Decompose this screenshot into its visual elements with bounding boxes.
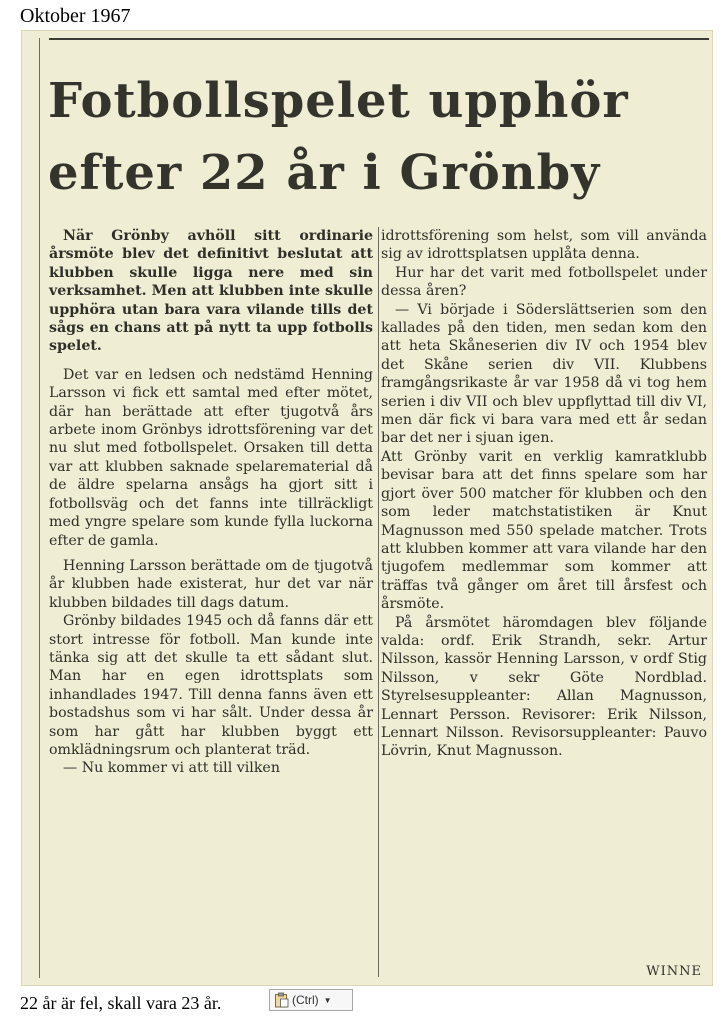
article-lead: När Grönby avhöll sitt ordinarie årsmöte blev det definitivt beslutat att klubben skulle ligga nere med sin verksamhet. Men att klubben inte skulle upphöra utan bara vara vilande tills det sågs en chans att på nytt ta upp fotbolls spelet. [49,228,373,355]
page-label: Oktober 1967 [20,5,131,27]
newspaper-clipping [21,30,713,986]
article-paragraph: Henning Larsson berättade om de tjugotvå år klubben hade existerat, hur det var när klubben bildades till dags datum. [49,557,373,611]
article-paragraph: Grönby bildades 1945 och då fanns där ett stort intresse för fotboll. Man kunde inte tänka sig att det skulle ta ett sådant slut. Man har en egen idrottsplats som inhandlades 1947. Till denna fanns även ett bostadshus som vi har sålt. Under dessa år som har gått har klubben byggt ett omklädningsrum och planterat träd. [49,613,373,758]
article-paragraph: — Nu kommer vi att till vilken [63,760,280,777]
left-column-rule [39,38,40,978]
article-paragraph: idrottsförening som helst, som vill använda sig av idrottsplatsen upplåta denna. [381,228,707,263]
article-column-right [381,227,707,761]
article-paragraph: — Vi började i Söderslättserien som den kallades på den tiden, men sedan kom den att heta Skåneserien div IV och 1954 blev det Skåne serien div VII. Klubbens framgångsrikaste år var 1958 då vi tog hem serien i div VII och blev uppflyttad till div VI, men där fick vi bara vara med ett år sedan bar det ner i sjuan igen. [381,301,707,447]
article-column-left [49,227,373,778]
article-paragraph: På årsmötet häromdagen blev följande valda: ordf. Erik Strandh, sekr. Artur Nilsson, kassör Henning Larsson, v ordf Stig Nilsson, v sekr Göte Nordblad. Styrelsesuppleanter: Allan Magnusson, Lennart Persson. Revisorer: Erik Nilsson, Lennart Nilsson. Revisorsuppleanter: Pauvo Lövrin, Knut Magnusson. [381,614,707,760]
article-paragraph: Att Grönby varit en verklig kamratklubb bevisar bara att det finns spelare som har gjort över 500 matcher för klubben och den som leder matchstatistiken är Knut Magnusson med 550 spelade matcher. Trots att klubben kommer att vara vilande har den tjugofem medlemmar som kommer att träffas två gånger om året till årsfest och årsmöte. [381,448,707,613]
article-headline: Fotbollspelet upphör efter 22 år i Grönby [48,73,629,201]
column-divider [378,227,379,977]
article-question: Hur har det varit med fotbollspelet under dessa åren? [381,264,707,300]
paste-options-button[interactable] [269,989,353,1011]
clipboard-icon [274,992,289,1008]
top-rule [49,38,709,40]
article-signature: WINNE [646,964,702,979]
correction-note: 22 år är fel, skall vara 23 år. [20,993,222,1013]
chevron-down-icon: ▼ [323,995,332,1005]
paste-options-label: (Ctrl) [292,993,319,1007]
article-paragraph: Det var en ledsen och nedstämd Henning Larsson vi fick ett samtal med efter mötet, där han berättade att efter tjugotvå års arbete inom Grönbys idrottsförening var det nu slut med fotbollspelet. Orsaken till detta var att klubben saknade spelarematerial då de äldre spelarna ansågs ha gjort sitt i fotbollsväg och det fanns inte tillräckligt med yngre spelare som kunde fylla luckorna efter de gamla. [49,366,373,549]
